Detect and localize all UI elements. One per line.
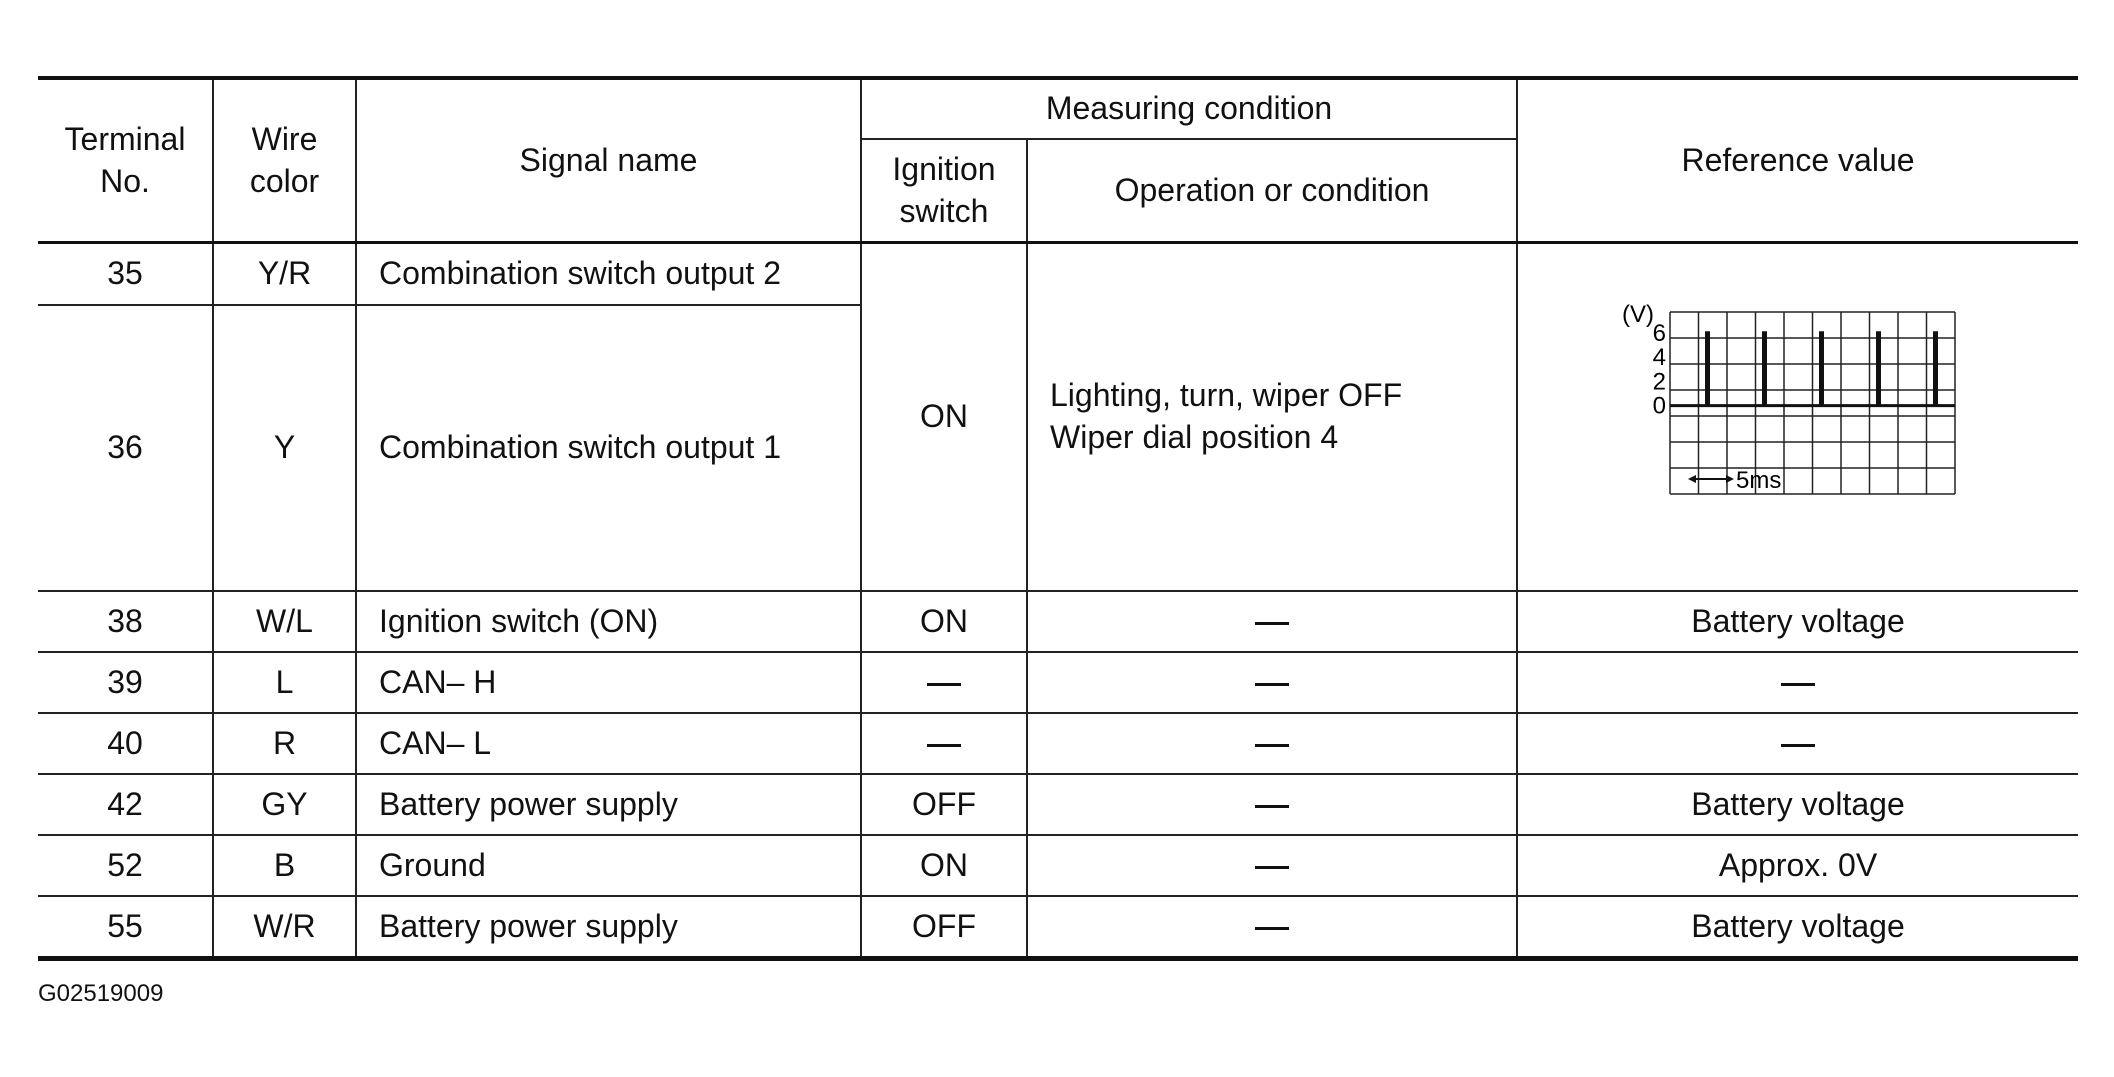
signal-name-cell: Combination switch output 1 — [356, 305, 861, 591]
signal-name-cell: CAN– H — [356, 652, 861, 713]
voltage-waveform-graph — [1618, 292, 1978, 542]
reference-cell: Battery voltage — [1517, 591, 2078, 652]
ignition-cell: OFF — [861, 774, 1027, 835]
ignition-cell: ON — [861, 243, 1027, 592]
dash-mark — [1255, 927, 1289, 930]
dash-mark — [1255, 683, 1289, 686]
wire-color-cell: W/L — [213, 591, 356, 652]
signal-name-cell: Ignition switch (ON) — [356, 591, 861, 652]
figure-code: G02519009 — [38, 980, 164, 1007]
signal-name-cell: Battery power supply — [356, 774, 861, 835]
header-row — [38, 78, 2078, 139]
operation-cell — [1027, 713, 1517, 774]
table-row — [38, 835, 2078, 896]
terminal-cell: 40 — [38, 713, 213, 774]
dash-mark — [1255, 744, 1289, 747]
table-row — [38, 243, 2078, 306]
ignition-cell: OFF — [861, 896, 1027, 959]
wire-color-cell: Y — [213, 305, 356, 591]
signal-name-cell: Combination switch output 2 — [356, 243, 861, 306]
reference-cell — [1517, 652, 2078, 713]
operation-cell — [1027, 591, 1517, 652]
dash-mark — [1255, 622, 1289, 625]
header-reference-value: Reference value — [1517, 78, 2078, 243]
ignition-cell — [861, 652, 1027, 713]
header-wire-color: Wire color — [213, 78, 356, 243]
table-row — [38, 774, 2078, 835]
wire-color-cell: R — [213, 713, 356, 774]
header-ignition-switch: Ignition switch — [861, 139, 1027, 243]
reference-cell: Battery voltage — [1517, 896, 2078, 959]
reference-waveform-cell — [1517, 243, 2078, 592]
operation-cell — [1027, 835, 1517, 896]
terminal-cell: 38 — [38, 591, 213, 652]
reference-cell: Approx. 0V — [1517, 835, 2078, 896]
waveform-grid — [1670, 312, 1955, 494]
header-measuring-condition: Measuring condition — [861, 78, 1517, 139]
terminal-cell: 36 — [38, 305, 213, 591]
operation-cell — [1027, 652, 1517, 713]
wire-color-cell: GY — [213, 774, 356, 835]
reference-cell: Battery voltage — [1517, 774, 2078, 835]
wire-color-cell: W/R — [213, 896, 356, 959]
wire-color-cell: L — [213, 652, 356, 713]
waveform-time-scale — [1688, 467, 1781, 494]
operation-cell — [1027, 896, 1517, 959]
terminal-cell: 42 — [38, 774, 213, 835]
operation-cell — [1027, 774, 1517, 835]
table-row — [38, 896, 2078, 959]
terminal-cell: 35 — [38, 243, 213, 306]
waveform-y-ticks — [1653, 320, 1666, 420]
dash-mark — [927, 683, 961, 686]
waveform-time-label: 5ms — [1736, 467, 1782, 494]
terminal-spec-table — [38, 76, 2078, 961]
waveform-y-tick: 6 — [1652, 319, 1667, 347]
table-row — [38, 713, 2078, 774]
waveform-y-tick: 2 — [1652, 368, 1667, 396]
table-row — [38, 652, 2078, 713]
terminal-cell: 55 — [38, 896, 213, 959]
wire-color-cell: Y/R — [213, 243, 356, 306]
waveform-unit-label: (V) — [1622, 301, 1655, 328]
waveform-y-tick: 0 — [1652, 392, 1667, 420]
ignition-cell: ON — [861, 591, 1027, 652]
header-operation-condition: Operation or condition — [1027, 139, 1517, 243]
terminal-cell: 39 — [38, 652, 213, 713]
waveform-y-tick: 4 — [1652, 344, 1667, 372]
ignition-cell: ON — [861, 835, 1027, 896]
dash-mark — [1255, 866, 1289, 869]
signal-name-cell: Ground — [356, 835, 861, 896]
operation-cell: Lighting, turn, wiper OFF Wiper dial position 4 — [1027, 243, 1517, 592]
wire-color-cell: B — [213, 835, 356, 896]
table-row — [38, 591, 2078, 652]
signal-name-cell: CAN– L — [356, 713, 861, 774]
dash-mark — [1781, 744, 1815, 747]
signal-name-cell: Battery power supply — [356, 896, 861, 959]
reference-cell — [1517, 713, 2078, 774]
header-terminal: Terminal No. — [38, 78, 213, 243]
ignition-cell — [861, 713, 1027, 774]
header-signal-name: Signal name — [356, 78, 861, 243]
dash-mark — [927, 744, 961, 747]
terminal-cell: 52 — [38, 835, 213, 896]
dash-mark — [1255, 805, 1289, 808]
dash-mark — [1781, 683, 1815, 686]
